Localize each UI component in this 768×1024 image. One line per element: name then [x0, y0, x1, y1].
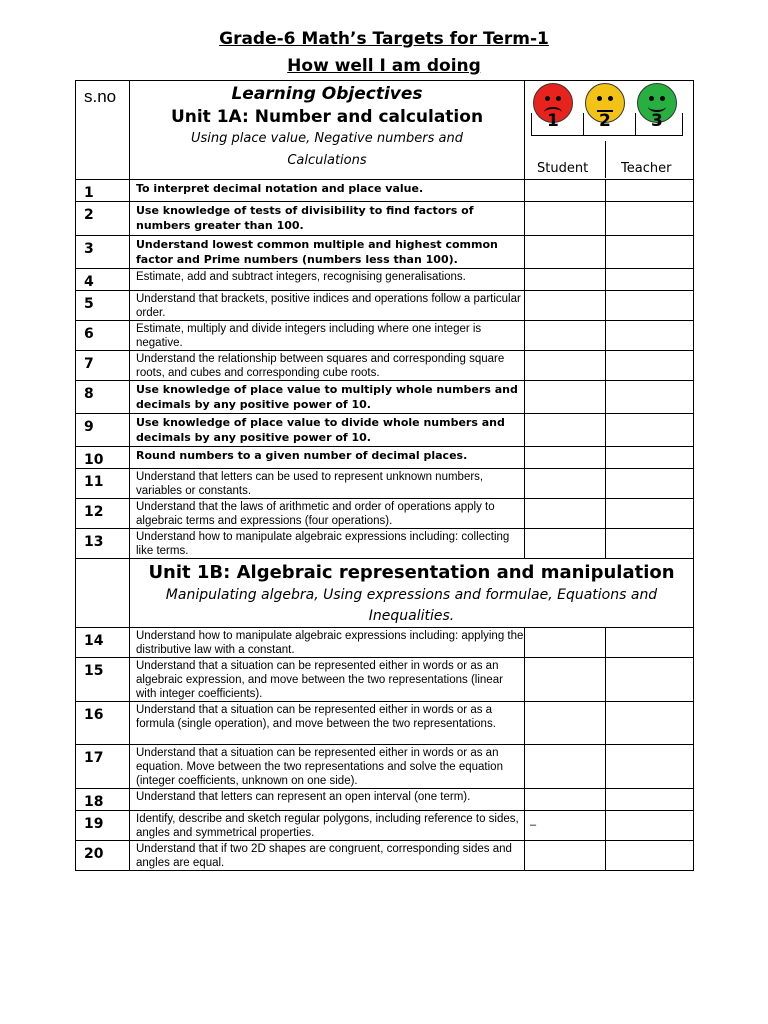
student-header: Student: [537, 161, 589, 176]
student-cell[interactable]: [525, 202, 606, 236]
table-row: [76, 269, 694, 291]
page-title: Grade-6 Math’s Targets for Term-1: [219, 29, 549, 49]
teacher-cell[interactable]: [606, 658, 694, 702]
row-number: 5: [76, 291, 130, 321]
student-cell[interactable]: [525, 499, 606, 529]
table-row: [76, 529, 694, 559]
objective-text: Understand that the laws of arithmetic and order of operations apply to algebraic terms and expressions (four operations).: [130, 499, 525, 529]
row-number: 7: [76, 351, 130, 381]
objective-text: Estimate, add and subtract integers, recognising generalisations.: [130, 269, 525, 291]
table-row: [76, 236, 694, 269]
row-number: 2: [76, 202, 130, 236]
row-number: 11: [76, 469, 130, 499]
table-row: [76, 469, 694, 499]
unit-1a-title: Unit 1A: Number and calculation: [170, 107, 484, 127]
objectives-header: Learning Objectives: [231, 84, 423, 104]
objective-text: Use knowledge of tests of divisibility to find factors of numbers greater than 100.: [130, 202, 525, 236]
table-row: [76, 628, 694, 658]
table-row: [76, 351, 694, 381]
objective-text: Understand that a situation can be represented either in words or as a formula (single operation), and move between the two representations.: [130, 702, 525, 745]
teacher-cell[interactable]: [606, 447, 694, 469]
rating-2-label: 2: [599, 111, 611, 131]
objective-text: Understand that letters can represent an open interval (one term).: [130, 789, 525, 811]
table-row: [76, 447, 694, 469]
objective-text: Identify, describe and sketch regular polygons, including reference to sides, angles and symmetrical properties.: [130, 811, 525, 841]
objective-text: Understand how to manipulate algebraic expressions including: collecting like terms.: [130, 529, 525, 559]
unit-1b-subtitle: Manipulating algebra, Using expressions and formulae, Equations and Inequalities.: [165, 587, 658, 624]
objective-text: Understand how to manipulate algebraic expressions including: applying the distributive law with a constant.: [130, 628, 525, 658]
student-cell[interactable]: [525, 447, 606, 469]
teacher-cell[interactable]: [606, 745, 694, 789]
row-number: 4: [76, 269, 130, 291]
page-subtitle: How well I am doing: [287, 56, 481, 76]
objective-text: Understand that letters can be used to represent unknown numbers, variables or constants.: [130, 469, 525, 499]
teacher-cell[interactable]: [606, 628, 694, 658]
rating-3-label: 3: [651, 111, 663, 131]
student-cell[interactable]: [525, 529, 606, 559]
teacher-cell[interactable]: [606, 529, 694, 559]
objective-text: Understand that brackets, positive indices and operations follow a particular order.: [130, 291, 525, 321]
student-cell[interactable]: [525, 658, 606, 702]
table-row: [76, 381, 694, 414]
row-number: 10: [76, 447, 130, 469]
teacher-cell[interactable]: [606, 841, 694, 871]
teacher-cell[interactable]: [606, 811, 694, 841]
objective-text: Understand that if two 2D shapes are congruent, corresponding sides and angles are equal.: [130, 841, 525, 871]
objective-text: To interpret decimal notation and place value.: [130, 180, 525, 202]
row-number: 18: [76, 789, 130, 811]
student-cell[interactable]: [525, 321, 606, 351]
objective-text: Estimate, multiply and divide integers including where one integer is negative.: [130, 321, 525, 351]
rating-1-label: 1: [547, 111, 559, 131]
teacher-cell[interactable]: [606, 236, 694, 269]
student-cell[interactable]: [525, 789, 606, 811]
teacher-cell[interactable]: [606, 321, 694, 351]
row-number: 17: [76, 745, 130, 789]
student-cell[interactable]: [525, 414, 606, 447]
objective-text: Understand the relationship between squares and corresponding square roots, and cubes and corresponding cube roots.: [130, 351, 525, 381]
teacher-cell[interactable]: [606, 180, 694, 202]
table-row: [76, 414, 694, 447]
row-number: 1: [76, 180, 130, 202]
teacher-cell[interactable]: [606, 499, 694, 529]
objective-text: Understand lowest common multiple and highest common factor and Prime numbers (numbers less than 100).: [130, 236, 525, 269]
table-row: [76, 789, 694, 811]
objective-text: Understand that a situation can be represented either in words or as an equation. Move between the two representations and solve the equation (integer coefficients, unknown on one side).: [130, 745, 525, 789]
student-cell[interactable]: [525, 291, 606, 321]
student-cell[interactable]: [525, 702, 606, 745]
unit-1b-title: Unit 1B: Algebraic representation and manipulation: [148, 562, 675, 583]
row-number: 20: [76, 841, 130, 871]
table-row: [76, 291, 694, 321]
teacher-cell[interactable]: [606, 351, 694, 381]
table-row: [76, 180, 694, 202]
teacher-header: Teacher: [621, 161, 672, 176]
table-row: [76, 841, 694, 871]
objective-text: Round numbers to a given number of decimal places.: [130, 447, 525, 469]
unit-1b-header: [130, 559, 694, 628]
table-row: [76, 202, 694, 236]
sno-header: s.no: [76, 81, 130, 180]
teacher-cell[interactable]: [606, 291, 694, 321]
targets-table: [75, 80, 694, 871]
row-number: 16: [76, 702, 130, 745]
student-cell[interactable]: [525, 469, 606, 499]
table-row: [76, 321, 694, 351]
student-cell[interactable]: [525, 180, 606, 202]
unit-1a-header: [130, 81, 525, 180]
teacher-cell[interactable]: [606, 789, 694, 811]
teacher-cell[interactable]: [606, 702, 694, 745]
row-number: 15: [76, 658, 130, 702]
unit-1a-subtitle: Using place value, Negative numbers and Calculations: [191, 131, 463, 168]
table-row: [76, 658, 694, 702]
student-cell[interactable]: [525, 745, 606, 789]
student-cell[interactable]: [525, 269, 606, 291]
table-row: [76, 811, 694, 841]
row-number: 3: [76, 236, 130, 269]
teacher-cell[interactable]: [606, 469, 694, 499]
teacher-cell[interactable]: [606, 202, 694, 236]
student-cell[interactable]: [525, 841, 606, 871]
row-number: 6: [76, 321, 130, 351]
student-cell[interactable]: –: [525, 811, 606, 841]
row-number: 19: [76, 811, 130, 841]
row-number: 12: [76, 499, 130, 529]
objective-text: Use knowledge of place value to multiply whole numbers and decimals by any positive power of 10.: [130, 381, 525, 414]
table-row: [76, 702, 694, 745]
rating-header: [525, 81, 694, 180]
unit-1b-header-row: [76, 559, 694, 628]
table-row: [76, 745, 694, 789]
teacher-cell[interactable]: [606, 381, 694, 414]
student-cell[interactable]: [525, 381, 606, 414]
row-number: 9: [76, 414, 130, 447]
teacher-cell[interactable]: [606, 269, 694, 291]
objective-text: Use knowledge of place value to divide whole numbers and decimals by any positive power of 10.: [130, 414, 525, 447]
row-number: 8: [76, 381, 130, 414]
student-cell[interactable]: [525, 236, 606, 269]
header-row: [76, 81, 694, 180]
student-cell[interactable]: [525, 351, 606, 381]
row-number: 14: [76, 628, 130, 658]
table-row: [76, 499, 694, 529]
student-cell[interactable]: [525, 628, 606, 658]
teacher-cell[interactable]: [606, 414, 694, 447]
objective-text: Understand that a situation can be represented either in words or as an algebraic expression, and move between the two representations (linear with integer coefficients).: [130, 658, 525, 702]
row-number: 13: [76, 529, 130, 559]
